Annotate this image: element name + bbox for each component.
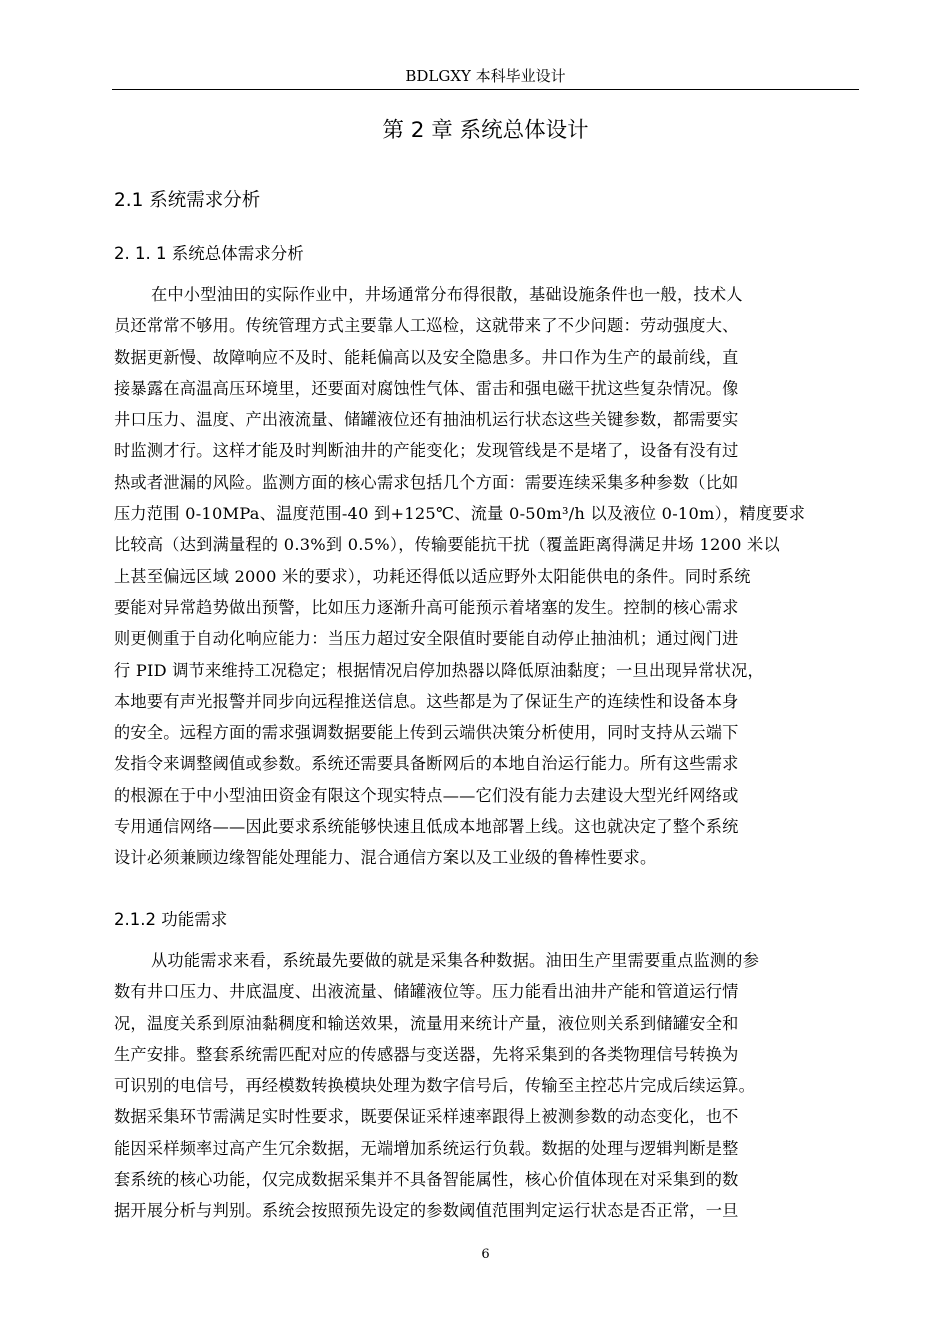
running-header: BDLGXY 本科毕业设计 <box>405 67 566 85</box>
text-line: 在中小型油田的实际作业中，井场通常分布得很散，基础设施条件也一般，技术人 <box>151 285 743 304</box>
text-line: 从功能需求来看，系统最先要做的就是采集各种数据。油田生产里需要重点监测的参 <box>151 951 760 970</box>
text-line: 的根源在于中小型油田资金有限这个现实特点——它们没有能力去建设大型光纤网络或 <box>114 785 739 805</box>
header-rule <box>112 89 859 90</box>
text-line: 接暴露在高温高压环境里，还要面对腐蚀性气体、雷击和强电磁干扰这些复杂情况。像 <box>114 378 739 398</box>
paragraph-overall-requirements <box>114 279 863 874</box>
text-line: 行 PID 调节来维持工况稳定；根据情况启停加热器以降低原油黏度；一旦出现异常状况， <box>114 660 764 680</box>
text-line: 压力范围 0-10MPa、温度范围-40 到+125℃、流量 0-50m³/h 以及液位 0-10m），精度要求 <box>114 504 806 524</box>
paragraph-functional-requirements <box>114 945 863 1227</box>
text-line: 专用通信网络——因此要求系统能够快速且低成本地部署上线。这也就决定了整个系统 <box>114 817 739 837</box>
text-line: 能因采样频率过高产生冗余数据，无端增加系统运行负载。数据的处理与逻辑判断是整 <box>114 1138 739 1158</box>
text-line: 上甚至偏远区域 2000 米的要求），功耗还得低以适应野外太阳能供电的条件。同时系统 <box>114 566 751 586</box>
text-line: 况，温度关系到原油黏稠度和输送效果，流量用来统计产量，液位则关系到储罐安全和 <box>114 1013 739 1033</box>
text-line: 生产安排。整套系统需匹配对应的传感器与变送器，先将采集到的各类物理信号转换为 <box>114 1044 739 1064</box>
text-line: 可识别的电信号，再经模数转换模块处理为数字信号后，传输至主控芯片完成后续运算。 <box>114 1076 756 1096</box>
text-line: 套系统的核心功能，仅完成数据采集并不具备智能属性，核心价值体现在对采集到的数 <box>114 1170 739 1190</box>
text-line: 的安全。远程方面的需求强调数据要能上传到云端供决策分析使用，同时支持从云端下 <box>114 723 739 743</box>
text-line: 数有井口压力、井底温度、出液流量、储罐液位等。压力能看出油井产能和管道运行情 <box>114 982 739 1002</box>
chapter-title: 第 2 章 系统总体设计 <box>382 118 589 143</box>
text-line: 本地要有声光报警并同步向远程推送信息。这些都是为了保证生产的连续性和设备本身 <box>114 691 739 711</box>
text-line: 设计必须兼顾边缘智能处理能力、混合通信方案以及工业级的鲁棒性要求。 <box>114 848 657 868</box>
text-line: 比较高（达到满量程的 0.3%到 0.5%），传输要能抗干扰（覆盖距离得满足井场 1200 米以 <box>114 535 780 555</box>
text-line: 热或者泄漏的风险。监测方面的核心需求包括几个方面：需要连续采集多种参数（比如 <box>114 472 739 492</box>
text-line: 发指令来调整阈值或参数。系统还需要具备断网后的本地自治运行能力。所有这些需求 <box>114 754 739 774</box>
text-line: 时监测才行。这样才能及时判断油井的产能变化；发现管线是不是堵了，设备有没有过 <box>114 441 739 461</box>
text-line: 井口压力、温度、产出液流量、储罐液位还有抽油机运行状态这些关键参数，都需要实 <box>114 410 739 430</box>
text-line: 数据采集环节需满足实时性要求，既要保证采样速率跟得上被测参数的动态变化，也不 <box>114 1107 739 1127</box>
page-number: 6 <box>481 1247 490 1262</box>
text-line: 员还常常不够用。传统管理方式主要靠人工巡检，这就带来了不少问题：劳动强度大、 <box>114 316 739 336</box>
section-heading-2-1-2: 2.1.2 功能需求 <box>114 910 228 929</box>
text-line: 据开展分析与判别。系统会按照预先设定的参数阈值范围判定运行状态是否正常，一旦 <box>114 1201 739 1221</box>
section-heading-2-1: 2.1 系统需求分析 <box>114 190 261 211</box>
text-line: 要能对异常趋势做出预警，比如压力逐渐升高可能预示着堵塞的发生。控制的核心需求 <box>114 597 739 617</box>
section-heading-2-1-1: 2. 1. 1 系统总体需求分析 <box>114 244 304 263</box>
text-line: 则更侧重于自动化响应能力：当压力超过安全限值时要能自动停止抽油机；通过阀门进 <box>114 629 739 649</box>
text-line: 数据更新慢、故障响应不及时、能耗偏高以及安全隐患多。井口作为生产的最前线，直 <box>114 347 739 367</box>
